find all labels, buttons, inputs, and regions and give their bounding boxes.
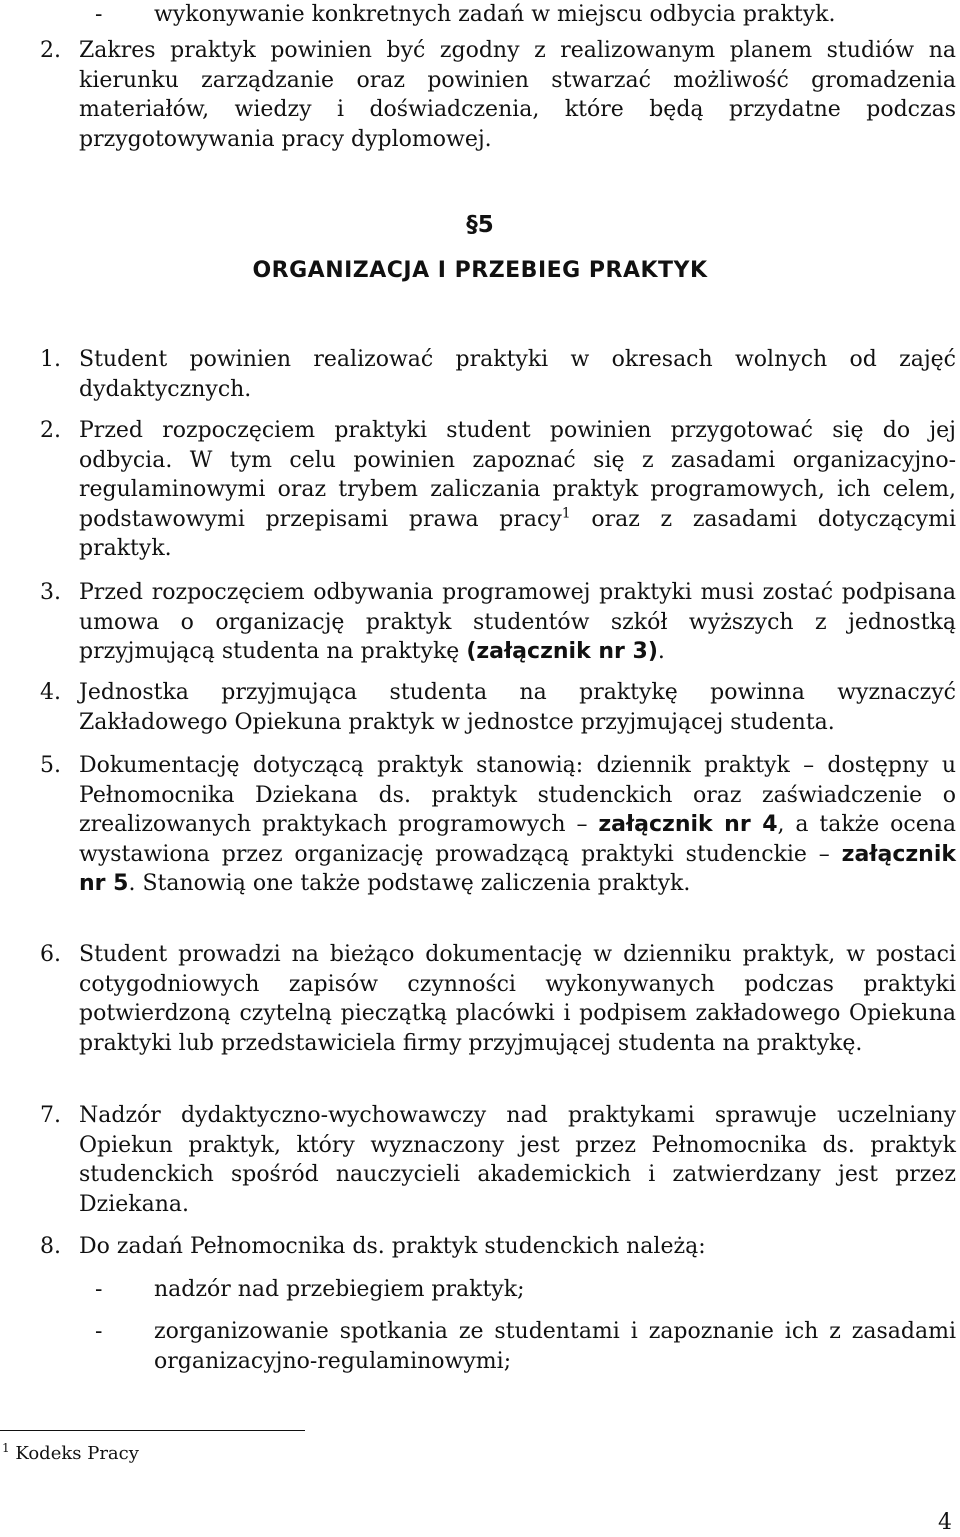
item-text-part: Przed rozpoczęciem praktyki student powinien przygotować się do jej odbycia. W tym celu powinien zapoznać się z zasadami organizacyjno-regulaminowymi oraz trybem zaliczania praktyk programowych, ich celem, podstawowymi przepisami prawa pracy (79, 418, 956, 532)
attachment-ref: (załącznik nr 3) (466, 639, 658, 664)
item-number: 4. (40, 680, 61, 705)
section-title: ORGANIZACJA I PRZEBIEG PRAKTYK (252, 258, 708, 283)
item-text: Zakres praktyk powinien być zgodny z realizowanym planem studiów na kierunku zarządzanie oraz powinien stwarzać możliwość gromadzenia materiałów, wiedzy i doświadczenia, które będą przydatne podczas przygotowywania pracy dyplomowej. (79, 38, 956, 152)
sub-list-item (95, 1317, 956, 1376)
item-text: Student powinien realizować praktyki w okresach wolnych od zajęć dydaktycznych. (79, 347, 956, 402)
item-text (79, 751, 956, 899)
list-item-3 (40, 578, 956, 667)
list-item-4 (40, 678, 956, 737)
item-number: 1. (40, 347, 61, 372)
list-item-1 (40, 345, 956, 404)
item-text-part: oraz z zasadami dotyczącymi praktyk. (79, 506, 956, 561)
list-item-7 (40, 1101, 956, 1219)
list-item-text: nadzór nad przebiegiem praktyk; (154, 1277, 525, 1302)
footnote-ref: 1 (561, 505, 571, 522)
item-number: 8. (40, 1234, 61, 1259)
item-number: 2. (40, 38, 61, 63)
item-text: Jednostka przyjmująca studenta na praktykę powinna wyznaczyć Zakładowego Opiekuna praktyk w jednostce przyjmującej studenta. (79, 680, 956, 735)
footnote-number: 1 (2, 1441, 10, 1455)
item-text: Student prowadzi na bieżąco dokumentację w dzienniku praktyk, w postaci cotygodniowych zapisów czynności wykonywanych podczas praktyki potwierdzoną czytelną pieczątką placówki i podpisem zakładowego Opiekuna praktyki lub przedstawiciela firmy przyjmującej studenta na praktykę. (79, 942, 956, 1056)
dash-bullet: - (95, 1277, 103, 1302)
list-item-6 (40, 940, 956, 1058)
section-sign: §5 (466, 212, 494, 238)
footnote (2, 1441, 139, 1467)
item-number: 7. (40, 1103, 61, 1128)
item-text-part: Przed rozpoczęciem odbywania programowej praktyki musi zostać podpisana umowa o organizację praktyk studentów szkół wyższych z jednostką przyjmującą studenta na praktykę (79, 580, 956, 664)
item-number: 6. (40, 942, 61, 967)
list-item-dash (95, 0, 956, 30)
item-text-part: . Stanowią one także podstawę zaliczenia praktyk. (128, 871, 691, 896)
item-text: Do zadań Pełnomocnika ds. praktyk studenckich należą: (79, 1234, 706, 1259)
footnote-separator (0, 1430, 305, 1431)
list-item-5 (40, 751, 956, 899)
item-text-part: Dokumentację dotyczącą praktyk stanowią: dziennik praktyk – dostępny u Pełnomocnika Dziekana ds. praktyk studenckich oraz zaświadczenie o zrealizowanych praktykach programowych – (79, 753, 956, 837)
list-item-2 (40, 416, 956, 564)
attachment-ref: załącznik nr 5 (79, 841, 956, 896)
footnote-text: Kodeks Pracy (15, 1443, 139, 1464)
item-number: 3. (40, 580, 61, 605)
item-text-part: , a także ocena wystawiona przez organizację prowadzącą praktyki studenckie – (79, 812, 956, 867)
item-text: Nadzór dydaktyczno-wychowawczy nad praktykami sprawuje uczelniany Opiekun praktyk, który wyznaczony jest przez Pełnomocnika ds. praktyk studenckich spośród nauczycieli akademickich i zatwierdzany jest przez Dziekana. (79, 1103, 956, 1217)
page-number: 4 (938, 1510, 952, 1535)
item-text (79, 416, 956, 564)
item-number: 2. (40, 418, 61, 443)
list-item-2-scope (40, 36, 956, 154)
dash-bullet: - (95, 1319, 103, 1344)
item-text-part: . (657, 639, 665, 664)
list-item-text: wykonywanie konkretnych zadań w miejscu odbycia praktyk. (154, 2, 836, 27)
attachment-ref: załącznik nr 4 (598, 812, 778, 837)
item-text (79, 578, 956, 667)
item-number: 5. (40, 753, 61, 778)
list-item-text: zorganizowanie spotkania ze studentami i zapoznanie ich z zasadami organizacyjno-regulaminowymi; (154, 1319, 956, 1374)
list-item-8 (40, 1232, 956, 1262)
sub-list-item (95, 1275, 956, 1305)
dash-bullet: - (95, 2, 103, 27)
